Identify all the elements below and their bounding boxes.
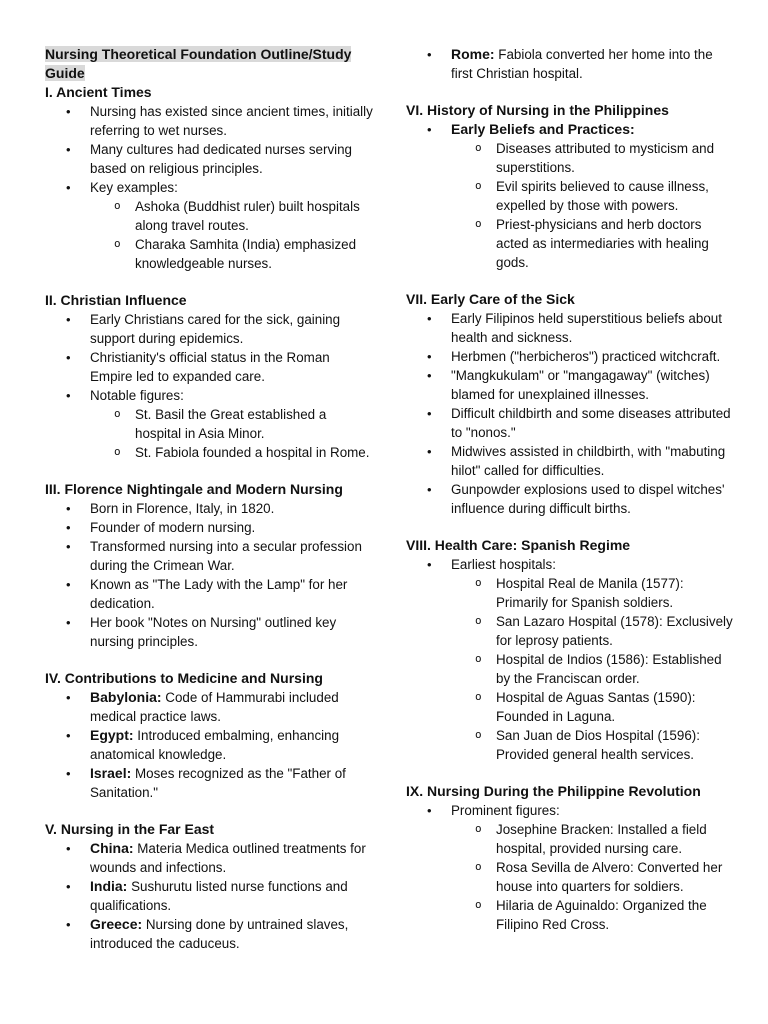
list-item [45,915,375,953]
list-item: • Born in Florence, Italy, in 1820. [45,499,375,518]
bullet-list [406,801,736,934]
bullet-list [45,102,375,273]
section-ancient-times [45,83,375,273]
list-item: • Notable figures: [45,386,375,405]
sub-list-item: o Evil spirits believed to cause illness, expelled by those with powers. [406,177,736,215]
section-far-east-continued [406,45,736,83]
list-item [45,839,375,877]
title-line-1: Nursing Theoretical Foundation Outline/Study [45,46,352,62]
bullet-list [406,309,736,518]
list-item: • Earliest hospitals: [406,555,736,574]
section-contributions [45,669,375,802]
bullet-list [406,45,736,83]
item-lead: Israel: [90,765,132,781]
list-item: • Many cultures had dedicated nurses serving based on religious principles. [45,140,375,178]
list-item [45,764,375,802]
list-item: • Founder of modern nursing. [45,518,375,537]
list-item: • Gunpowder explosions used to dispel witches' influence during difficult births. [406,480,736,518]
sub-list-item: o Rosa Sevilla de Alvero: Converted her house into quarters for soldiers. [406,858,736,896]
item-lead: Egypt: [90,727,134,743]
list-item [45,877,375,915]
item-text: Fabiola converted her home into the first Christian hospital. [451,47,713,81]
item-text: Moses recognized as the "Father of Sanitation." [90,766,346,800]
item-lead: Rome: [451,46,495,62]
list-item [406,120,736,139]
sub-list-item: o San Juan de Dios Hospital (1596): Provided general health services. [406,726,736,764]
section-spanish-regime [406,536,736,764]
section-heading: IX. Nursing During the Philippine Revolution [406,783,701,799]
item-lead: Early Beliefs and Practices: [451,121,635,137]
sub-list-item: o Diseases attributed to mysticism and superstitions. [406,139,736,177]
list-item: • Known as "The Lady with the Lamp" for her dedication. [45,575,375,613]
left-column [45,45,375,971]
section-heading: VI. History of Nursing in the Philippines [406,102,669,118]
section-revolution [406,782,736,934]
item-lead: Babylonia: [90,689,162,705]
list-item [406,45,736,83]
bullet-list [45,839,375,953]
item-lead: Greece: [90,916,143,932]
sub-list-item: o Hospital Real de Manila (1577): Primarily for Spanish soldiers. [406,574,736,612]
section-heading: IV. Contributions to Medicine and Nursing [45,670,323,686]
section-early-care [406,290,736,518]
section-heading: V. Nursing in the Far East [45,821,215,837]
list-item: • Prominent figures: [406,801,736,820]
section-florence-nightingale [45,480,375,651]
list-item: • Midwives assisted in childbirth, with "mabuting hilot" called for difficulties. [406,442,736,480]
item-text: Nursing done by untrained slaves, introduced the caduceus. [90,917,349,951]
sub-list-item: o St. Fabiola founded a hospital in Rome. [45,443,375,462]
right-column [406,45,736,952]
section-heading: III. Florence Nightingale and Modern Nursing [45,481,343,497]
bullet-list [45,688,375,802]
list-item: • Christianity's official status in the Roman Empire led to expanded care. [45,348,375,386]
section-far-east [45,820,375,953]
item-lead: India: [90,878,128,894]
list-item: • Early Christians cared for the sick, gaining support during epidemics. [45,310,375,348]
list-item: • Key examples: [45,178,375,197]
item-text: Code of Hammurabi included medical practice laws. [90,690,339,724]
bullet-list [45,499,375,651]
list-item: • Her book "Notes on Nursing" outlined key nursing principles. [45,613,375,651]
bullet-list [406,120,736,272]
list-item: • Difficult childbirth and some diseases attributed to "nonos." [406,404,736,442]
sub-list-item: o Priest-physicians and herb doctors acted as intermediaries with healing gods. [406,215,736,272]
list-item: • Early Filipinos held superstitious beliefs about health and sickness. [406,309,736,347]
section-history-philippines [406,101,736,272]
list-item: • Transformed nursing into a secular profession during the Crimean War. [45,537,375,575]
list-item [45,726,375,764]
item-text: Materia Medica outlined treatments for wounds and infections. [90,841,366,875]
bullet-list [45,310,375,462]
sub-list-item: o Ashoka (Buddhist ruler) built hospitals along travel routes. [45,197,375,235]
bullet-list [406,555,736,764]
list-item [45,688,375,726]
sub-list-item: o Hospital de Aguas Santas (1590): Founded in Laguna. [406,688,736,726]
section-christian-influence [45,291,375,462]
item-text: Sushurutu listed nurse functions and qualifications. [90,879,348,913]
section-heading: I. Ancient Times [45,84,152,100]
list-item: • "Mangkukulam" or "mangagaway" (witches) blamed for unexplained illnesses. [406,366,736,404]
list-item: • Nursing has existed since ancient times, initially referring to wet nurses. [45,102,375,140]
title-line-2: Guide [45,65,85,81]
sub-list-item: o San Lazaro Hospital (1578): Exclusively for leprosy patients. [406,612,736,650]
sub-list-item: o Hilaria de Aguinaldo: Organized the Filipino Red Cross. [406,896,736,934]
sub-list-item: o Josephine Bracken: Installed a field hospital, provided nursing care. [406,820,736,858]
item-lead: China: [90,840,134,856]
list-item: • Herbmen ("herbicheros") practiced witchcraft. [406,347,736,366]
sub-list-item: o Charaka Samhita (India) emphasized knowledgeable nurses. [45,235,375,273]
document-title [45,45,375,83]
sub-list-item: o Hospital de Indios (1586): Established by the Franciscan order. [406,650,736,688]
section-heading: II. Christian Influence [45,292,187,308]
item-text: Introduced embalming, enhancing anatomical knowledge. [90,728,340,762]
sub-list-item: o St. Basil the Great established a hospital in Asia Minor. [45,405,375,443]
section-heading: VIII. Health Care: Spanish Regime [406,537,631,553]
section-heading: VII. Early Care of the Sick [406,291,575,307]
